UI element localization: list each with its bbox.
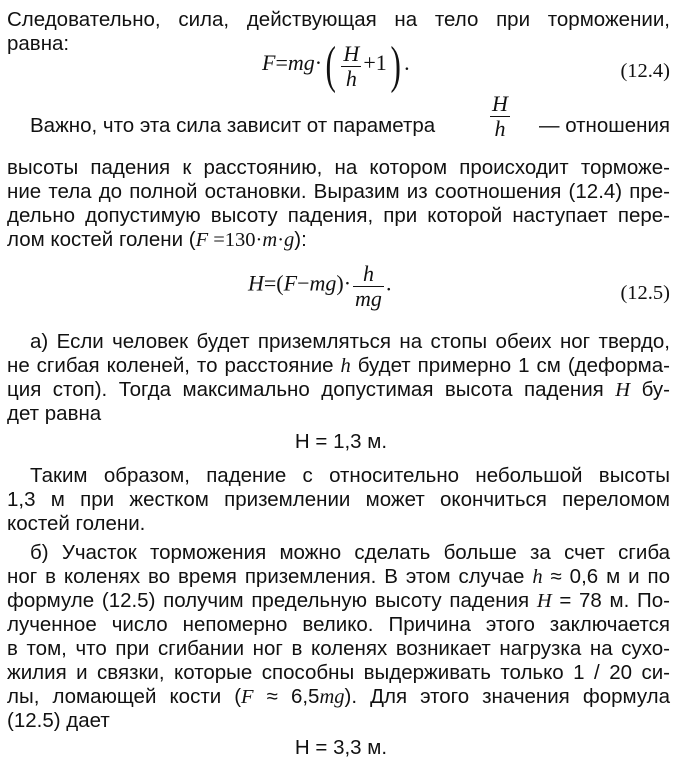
- text-span: лом костей голени (: [7, 228, 196, 251]
- math-symbol: H: [615, 379, 631, 401]
- equation-number: (12.5): [620, 282, 670, 304]
- eq-symbol: ·: [314, 50, 323, 76]
- text-span: ног в коленях во время приземления. В этом случае: [7, 565, 533, 588]
- eq-symbol: +1: [363, 50, 387, 76]
- text-span: ):: [294, 228, 307, 251]
- fraction-numerator: H: [492, 91, 508, 116]
- text-line: лученное число непомерно велико. Причина этого заключается: [7, 613, 670, 636]
- text-line: 1,3 м при жестком приземлении может окончиться переломом: [7, 488, 670, 511]
- result-line: H = 3,3 м.: [294, 736, 388, 759]
- text-line: [7, 354, 670, 378]
- text-span: лы, ломающей кости (: [7, 685, 242, 708]
- eq-symbol: H: [248, 270, 264, 296]
- text-line: [7, 589, 670, 613]
- fraction-denominator: h: [341, 66, 361, 91]
- fraction-H-over-h: [490, 92, 510, 141]
- left-paren: (: [325, 37, 336, 94]
- text-line: дельно допустимую высоту падения, при которой наступает пере-: [7, 204, 670, 227]
- text-line: [7, 565, 670, 589]
- equation-12-4: [262, 37, 410, 94]
- text-line: Следовательно, сила, действующая на тело при торможении,: [7, 8, 670, 31]
- math-symbol: h: [532, 566, 543, 588]
- eq-symbol: −: [297, 270, 310, 296]
- text-span: ≈ 6,5: [253, 685, 320, 708]
- fraction-numerator: H: [343, 40, 360, 66]
- text-span: будет примерно 1 см (деформа-: [350, 354, 671, 377]
- text-line: ние тела до полной остановки. Выразим из соотношения (12.4) пре-: [7, 180, 670, 203]
- text-line: [7, 378, 670, 402]
- text-span: формуле (12.5) получим предельную высоту падения: [7, 589, 537, 612]
- eq-symbol: .: [404, 50, 410, 76]
- text-line: в том, что при сгибании ног в коленях возникает нагрузка на сухо-: [7, 637, 670, 660]
- text-line: костей голени.: [7, 512, 146, 535]
- fraction-h-over-mg: [353, 262, 384, 311]
- eq-symbol: .: [385, 270, 392, 296]
- eq-symbol: F: [262, 50, 276, 76]
- text-line: а) Если человек будет приземляться на стопы обеих ног твердо,: [30, 330, 670, 353]
- text-span: Важно, что эта сила зависит от параметра: [30, 114, 436, 137]
- text-line: высоты падения к расстоянию, на котором происходит торможе-: [7, 156, 670, 179]
- text-span: бу-: [630, 378, 670, 401]
- fraction-denominator: mg: [355, 286, 382, 311]
- text-line: (12.5) дает: [7, 709, 110, 732]
- text-span: не сгибая коленей, то расстояние: [7, 354, 341, 377]
- eq-symbol: F: [283, 270, 298, 296]
- fraction-numerator: h: [362, 261, 374, 286]
- text-span: = 78 м. По-: [551, 589, 670, 612]
- math-symbol: F: [241, 686, 254, 708]
- text-line: б) Участок торможения можно сделать больше за счет сгиба: [30, 541, 670, 564]
- math-symbol: m: [262, 229, 278, 251]
- fraction-denominator: h: [490, 116, 510, 141]
- text-span: ). Для этого значения формула: [344, 685, 671, 708]
- math-symbol: F: [195, 229, 209, 251]
- math-symbol: h: [340, 355, 351, 377]
- text-line: Таким образом, падение с относительно небольшой высоты: [30, 464, 670, 487]
- math-symbol: H: [536, 590, 552, 612]
- math-symbol: mg: [319, 686, 345, 708]
- equation-12-5: [248, 262, 391, 311]
- eq-symbol: )·: [336, 270, 352, 296]
- text-span: — отношения: [539, 114, 670, 137]
- math-symbol: ·: [277, 229, 285, 251]
- result-line: H = 1,3 м.: [294, 430, 388, 453]
- text-line: равна:: [7, 32, 70, 55]
- text-line: [7, 228, 670, 252]
- math-symbol: g: [284, 229, 295, 251]
- right-paren: ): [390, 37, 401, 94]
- math-symbol: =130·: [208, 229, 263, 251]
- text-span: ция стоп). Тогда максимально допустимая высота падения: [7, 378, 616, 401]
- eq-symbol: mg: [309, 270, 337, 296]
- eq-symbol: =: [275, 50, 288, 76]
- text-line: дет равна: [7, 402, 102, 425]
- eq-symbol: mg: [287, 50, 315, 76]
- text-span: ≈ 0,6 м и по: [542, 565, 670, 588]
- eq-symbol: =(: [263, 270, 284, 296]
- text-line: [7, 685, 670, 709]
- equation-number: (12.4): [620, 60, 670, 82]
- fraction-H-over-h: [341, 42, 361, 91]
- text-line: жилия и связки, которые способны выдерживать только 1 / 20 си-: [7, 661, 670, 684]
